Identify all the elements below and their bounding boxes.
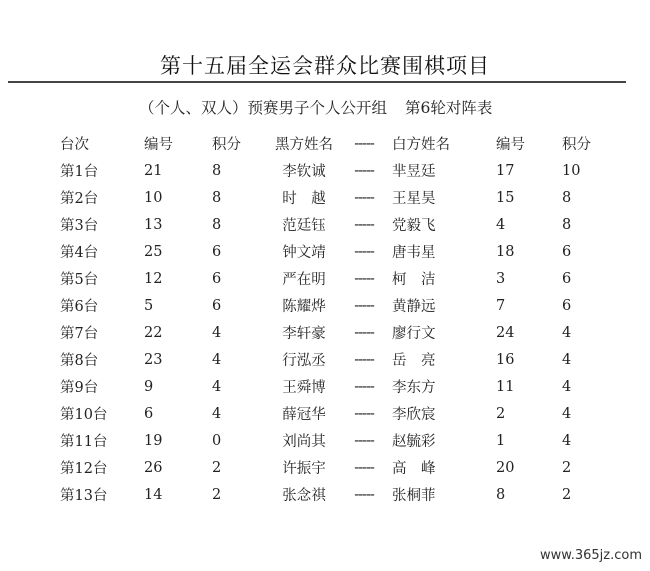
- cell-white-name: 王星昊: [392, 191, 436, 207]
- cell-table-no: 第5台: [60, 272, 99, 288]
- cell-white-name: 李东方: [392, 380, 436, 396]
- cell-table-no: 第10台: [60, 407, 108, 423]
- table-row: [60, 400, 602, 427]
- cell-white-number: 3: [496, 270, 506, 287]
- cell-white-name: 党毅飞: [392, 218, 436, 234]
- cell-table-no: 第4台: [60, 245, 99, 261]
- cell-white-points: 6: [562, 297, 572, 314]
- cell-white-name: 高 峰: [392, 461, 436, 477]
- cell-white-points: 6: [562, 243, 572, 260]
- cell-black-points: 2: [212, 459, 222, 476]
- cell-white-name: 张桐菲: [392, 488, 436, 504]
- cell-versus: -----: [354, 378, 374, 395]
- cell-white-number: 2: [496, 405, 506, 422]
- cell-black-name: 刘尚其: [282, 434, 326, 450]
- cell-white-points: 6: [562, 270, 572, 287]
- table-row: [60, 211, 602, 238]
- cell-black-number: 14: [144, 486, 163, 503]
- header-table-no: 台次: [60, 137, 89, 153]
- cell-white-number: 17: [496, 162, 515, 179]
- table-row: [60, 481, 602, 508]
- cell-versus: -----: [354, 216, 374, 233]
- cell-table-no: 第9台: [60, 380, 99, 396]
- cell-white-name: 岳 亮: [392, 353, 436, 369]
- cell-white-points: 4: [562, 378, 572, 395]
- header-white-points: 积分: [562, 137, 591, 153]
- cell-black-points: 4: [212, 405, 222, 422]
- round-label: 第6轮对阵表: [405, 99, 493, 117]
- cell-versus: -----: [354, 432, 374, 449]
- table-header-row: [60, 130, 602, 157]
- header-black-name: 黑方姓名: [275, 137, 333, 153]
- cell-black-number: 22: [144, 324, 163, 341]
- cell-white-name: 李欣宸: [392, 407, 436, 423]
- cell-black-points: 8: [212, 189, 222, 206]
- title-divider: [8, 81, 626, 83]
- cell-white-number: 8: [496, 486, 506, 503]
- cell-white-points: 4: [562, 324, 572, 341]
- cell-black-number: 19: [144, 432, 163, 449]
- cell-versus: -----: [354, 297, 374, 314]
- cell-white-points: 2: [562, 486, 572, 503]
- subtitle: [139, 96, 492, 118]
- pairings-table: [60, 130, 602, 508]
- cell-table-no: 第8台: [60, 353, 99, 369]
- cell-black-points: 4: [212, 324, 222, 341]
- table-row: [60, 346, 602, 373]
- cell-black-name: 张念祺: [282, 488, 326, 504]
- cell-black-number: 5: [144, 297, 154, 314]
- cell-black-points: 6: [212, 297, 222, 314]
- cell-black-name: 李轩豪: [282, 326, 326, 342]
- cell-black-points: 0: [212, 432, 222, 449]
- table-row: [60, 454, 602, 481]
- cell-white-points: 8: [562, 189, 572, 206]
- header-versus: -----: [354, 135, 374, 152]
- cell-versus: -----: [354, 459, 374, 476]
- subtitle-text: （个人、双人）预赛男子个人公开组: [139, 99, 388, 117]
- cell-black-number: 12: [144, 270, 163, 287]
- cell-versus: -----: [354, 486, 374, 503]
- cell-black-points: 2: [212, 486, 222, 503]
- cell-white-number: 20: [496, 459, 515, 476]
- cell-black-name: 王舜博: [282, 380, 326, 396]
- cell-versus: -----: [354, 243, 374, 260]
- cell-black-name: 行泓丞: [282, 353, 326, 369]
- cell-white-points: 10: [562, 162, 581, 179]
- cell-white-number: 18: [496, 243, 515, 260]
- cell-black-number: 10: [144, 189, 163, 206]
- table-row: [60, 184, 602, 211]
- cell-white-name: 赵毓彩: [392, 434, 436, 450]
- cell-black-name: 薛冠华: [282, 407, 326, 423]
- cell-black-name: 严在明: [282, 272, 326, 288]
- cell-black-name: 许振宇: [282, 461, 326, 477]
- cell-white-name: 柯 洁: [392, 272, 436, 288]
- table-row: [60, 157, 602, 184]
- cell-table-no: 第13台: [60, 488, 108, 504]
- cell-white-points: 4: [562, 351, 572, 368]
- cell-white-points: 2: [562, 459, 572, 476]
- cell-black-number: 9: [144, 378, 154, 395]
- site-watermark: www.365jz.com: [540, 548, 642, 563]
- cell-white-name: 唐韦星: [392, 245, 436, 261]
- cell-table-no: 第12台: [60, 461, 108, 477]
- cell-white-name: 芈昱廷: [392, 164, 436, 180]
- header-white-number: 编号: [496, 137, 525, 153]
- cell-white-number: 15: [496, 189, 515, 206]
- cell-table-no: 第11台: [60, 434, 108, 450]
- cell-versus: -----: [354, 162, 374, 179]
- cell-white-number: 1: [496, 432, 506, 449]
- cell-white-points: 8: [562, 216, 572, 233]
- cell-table-no: 第3台: [60, 218, 99, 234]
- header-white-name: 白方姓名: [392, 137, 450, 153]
- cell-white-number: 24: [496, 324, 515, 341]
- cell-white-name: 黄静远: [392, 299, 436, 315]
- cell-black-points: 8: [212, 216, 222, 233]
- cell-white-name: 廖行文: [392, 326, 436, 342]
- cell-white-points: 4: [562, 432, 572, 449]
- cell-black-number: 25: [144, 243, 163, 260]
- cell-versus: -----: [354, 324, 374, 341]
- table-row: [60, 373, 602, 400]
- table-row: [60, 319, 602, 346]
- cell-black-name: 李钦诚: [282, 164, 326, 180]
- cell-white-points: 4: [562, 405, 572, 422]
- header-black-number: 编号: [144, 137, 173, 153]
- cell-versus: -----: [354, 270, 374, 287]
- cell-black-points: 8: [212, 162, 222, 179]
- cell-versus: -----: [354, 189, 374, 206]
- cell-black-number: 13: [144, 216, 163, 233]
- page-title: 第十五届全运会群众比赛围棋项目: [160, 54, 490, 78]
- cell-black-number: 6: [144, 405, 154, 422]
- cell-white-number: 4: [496, 216, 506, 233]
- cell-black-name: 范廷钰: [282, 218, 326, 234]
- cell-white-number: 11: [496, 378, 515, 395]
- cell-table-no: 第1台: [60, 164, 99, 180]
- header-black-points: 积分: [212, 137, 241, 153]
- cell-black-name: 陈耀烨: [282, 299, 326, 315]
- cell-black-points: 4: [212, 351, 222, 368]
- cell-table-no: 第2台: [60, 191, 99, 207]
- cell-versus: -----: [354, 351, 374, 368]
- table-row: [60, 265, 602, 292]
- cell-table-no: 第6台: [60, 299, 99, 315]
- cell-white-number: 7: [496, 297, 506, 314]
- cell-black-number: 21: [144, 162, 163, 179]
- cell-versus: -----: [354, 405, 374, 422]
- cell-black-points: 6: [212, 270, 222, 287]
- table-row: [60, 427, 602, 454]
- cell-black-number: 23: [144, 351, 163, 368]
- table-row: [60, 238, 602, 265]
- cell-black-name: 时 越: [282, 191, 326, 207]
- table-row: [60, 292, 602, 319]
- cell-table-no: 第7台: [60, 326, 99, 342]
- cell-black-points: 4: [212, 378, 222, 395]
- cell-white-number: 16: [496, 351, 515, 368]
- cell-black-name: 钟文靖: [282, 245, 326, 261]
- cell-black-points: 6: [212, 243, 222, 260]
- cell-black-number: 26: [144, 459, 163, 476]
